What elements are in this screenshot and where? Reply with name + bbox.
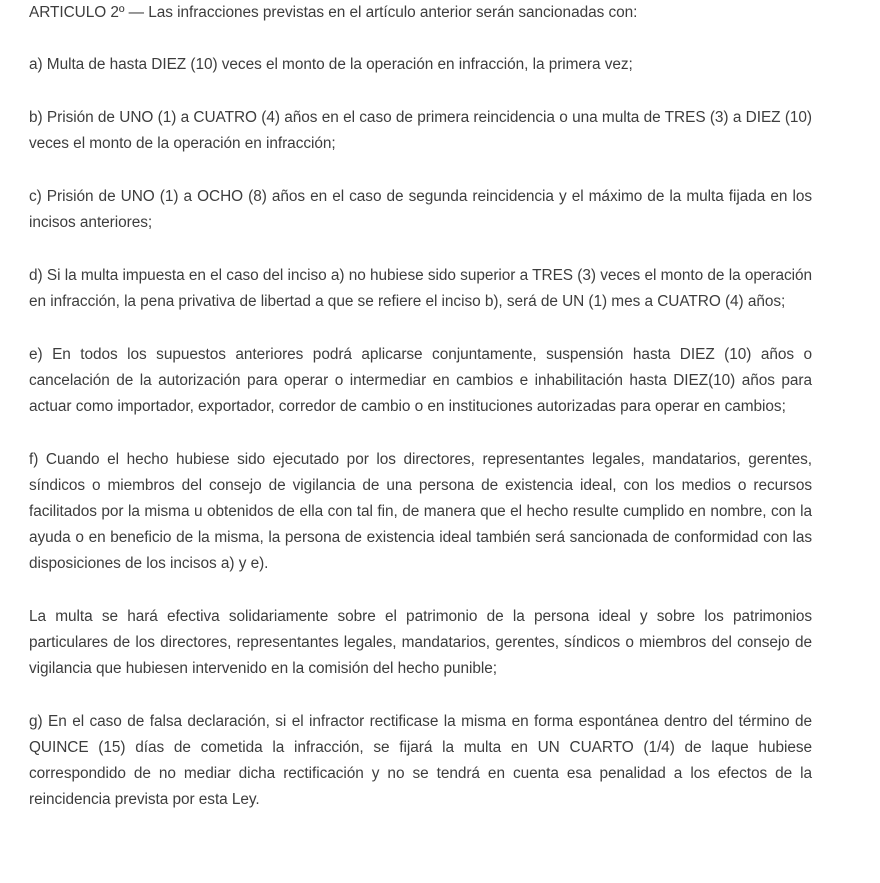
paragraph-b: b) Prisión de UNO (1) a CUATRO (4) años en el caso de primera reincidencia o una multa de TRES (3) a DIEZ (10) veces el monto de la operación en infracción;	[29, 109, 812, 152]
paragraph-g: g) En el caso de falsa declaración, si el infractor rectificase la misma en forma espontánea dentro del término de QUINCE (15) días de cometida la infracción, se fijará la multa en UN CUARTO (1/4) de laque hubiese correspondido de no mediar dicha rectificación y no se tendrá en cuenta esa penalidad a los efectos de la reincidencia prevista por esta Ley.	[29, 713, 812, 808]
paragraph-solidarity: La multa se hará efectiva solidariamente sobre el patrimonio de la persona ideal y sobre los patrimonios particulares de los directores, representantes legales, mandatarios, gerentes, síndicos o miembros del consejo de vigilancia que hubiesen intervenido en la comisión del hecho punible;	[29, 608, 812, 677]
article-heading: ARTICULO 2º — Las infracciones previstas en el artículo anterior serán sancionadas con:	[29, 4, 638, 21]
paragraph-d: d) Si la multa impuesta en el caso del inciso a) no hubiese sido superior a TRES (3) veces el monto de la operación en infracción, la pena privativa de libertad a que se refiere el inciso b), será de UN (1) mes a CUATRO (4) años;	[29, 267, 812, 310]
article-body	[29, 0, 812, 813]
paragraph-e: e) En todos los supuestos anteriores podrá aplicarse conjuntamente, suspensión hasta DIEZ (10) años o cancelación de la autorización para operar o intermediar en cambios e inhabilitación hasta DIEZ(10) años para actuar como importador, exportador, corredor de cambio o en instituciones autorizadas para operar en cambios;	[29, 346, 812, 415]
paragraph-a: a) Multa de hasta DIEZ (10) veces el monto de la operación en infracción, la primera vez;	[29, 56, 633, 73]
paragraph-c: c) Prisión de UNO (1) a OCHO (8) años en el caso de segunda reincidencia y el máximo de la multa fijada en los incisos anteriores;	[29, 188, 812, 231]
paragraph-f: f) Cuando el hecho hubiese sido ejecutado por los directores, representantes legales, mandatarios, gerentes, síndicos o miembros del consejo de vigilancia de una persona de existencia ideal, con los medios o recursos facilitados por la misma u obtenidos de ella con tal fin, de manera que el hecho resulte cumplido en nombre, con la ayuda o en beneficio de la misma, la persona de existencia ideal también será sancionada de conformidad con las disposiciones de los incisos a) y e).	[29, 451, 812, 572]
